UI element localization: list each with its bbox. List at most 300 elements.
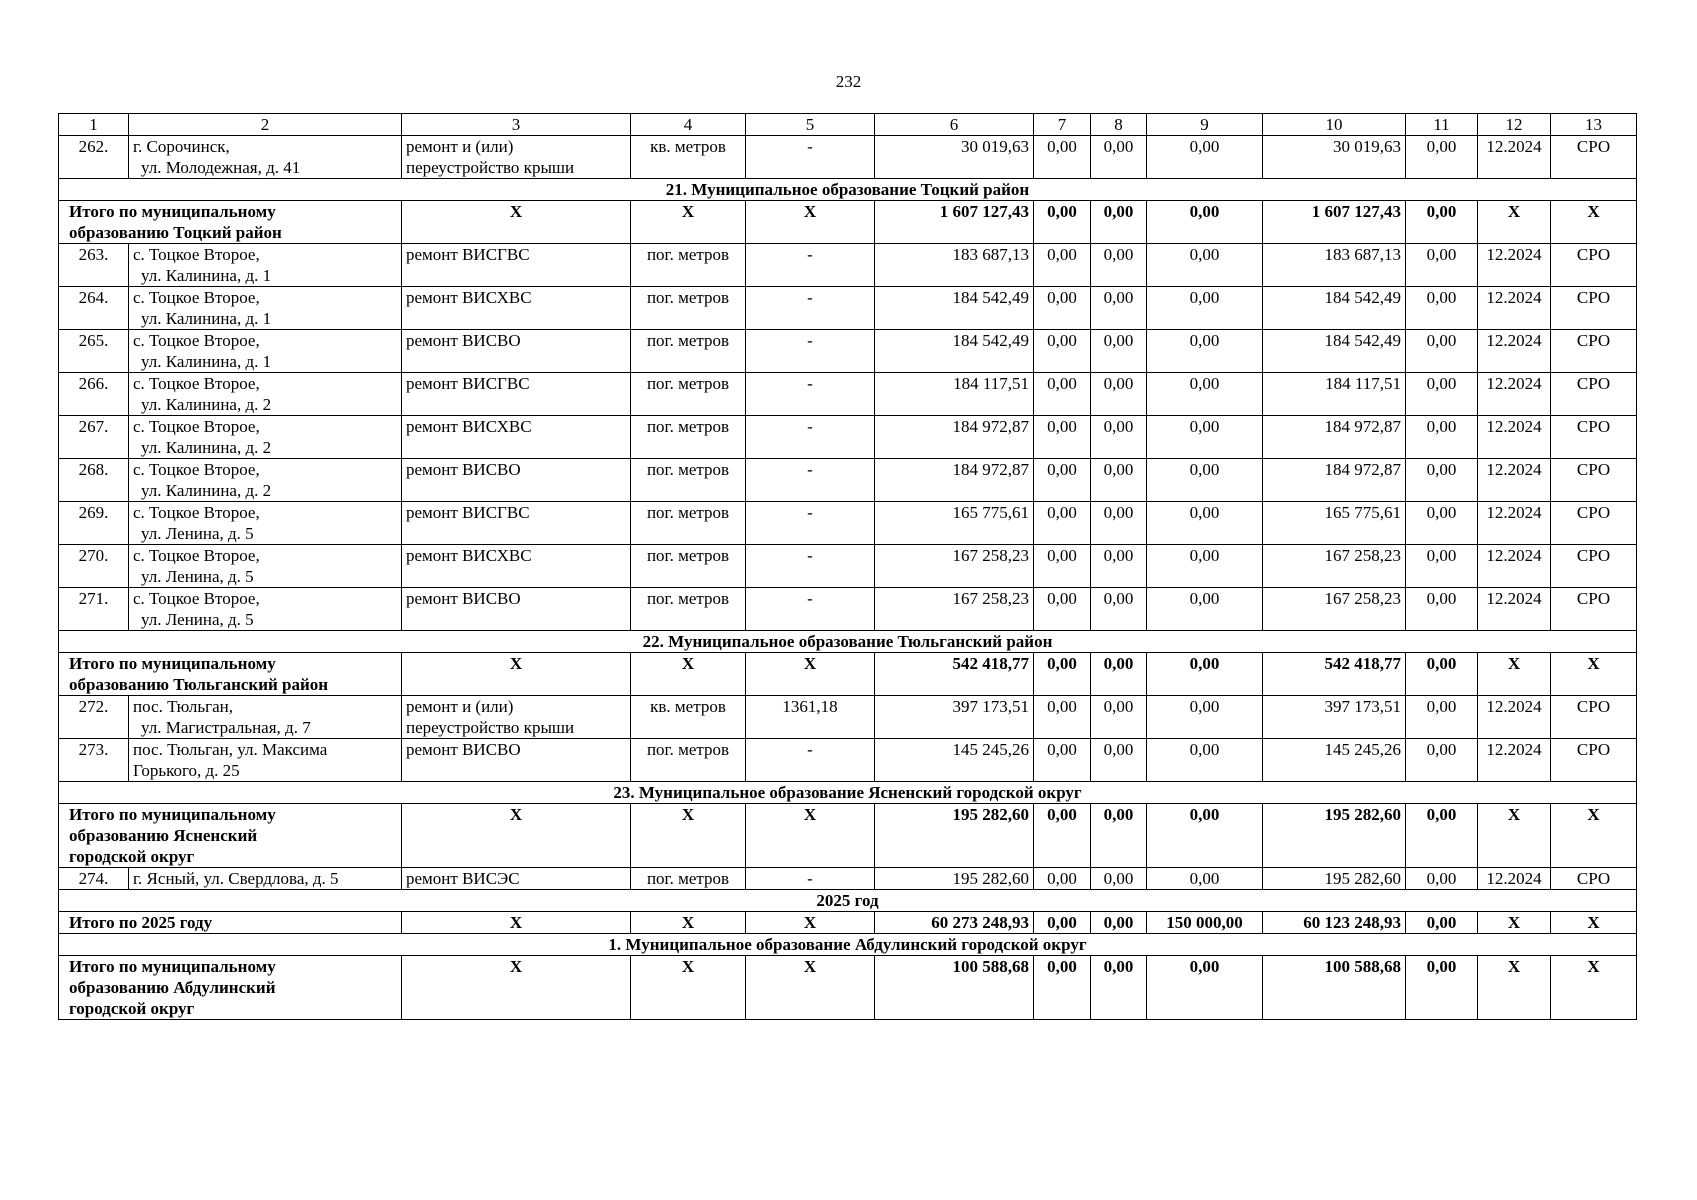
cell-line: Горького, д. 25 (133, 761, 240, 780)
cell-line: Итого по муниципальному (69, 957, 276, 976)
cell-c9: 0,00 (1147, 868, 1263, 890)
cell-line: ул. Калинина, д. 2 (141, 438, 272, 457)
cell-c7: 0,00 (1034, 136, 1091, 179)
cell-c13: СРО (1551, 545, 1637, 588)
row-number: 271. (59, 588, 129, 631)
total-cell-c5: Х (746, 956, 875, 1020)
unit-cell: пог. метров (631, 330, 746, 373)
cell-c13: СРО (1551, 868, 1637, 890)
cell-c7: 0,00 (1034, 287, 1091, 330)
total-cell-c13: Х (1551, 804, 1637, 868)
work-type-cell (402, 287, 631, 330)
section-header-row (59, 631, 1637, 653)
cell-line: ремонт ВИСГВС (406, 374, 530, 393)
cell-line: ремонт ВИСХВС (406, 417, 532, 436)
work-type-cell (402, 459, 631, 502)
cell-line: с. Тоцкое Второе, (133, 589, 260, 608)
total-cell-c3: Х (402, 201, 631, 244)
unit-cell: пог. метров (631, 416, 746, 459)
section-title: 21. Муниципальное образование Тоцкий район (59, 179, 1637, 201)
cell-c11: 0,00 (1406, 373, 1478, 416)
cell-line: с. Тоцкое Второе, (133, 417, 260, 436)
section-header-row (59, 890, 1637, 912)
total-cell-c3: Х (402, 912, 631, 934)
unit-cell: пог. метров (631, 739, 746, 782)
section-header-row (59, 934, 1637, 956)
cell-c12: 12.2024 (1478, 696, 1551, 739)
cell-line: ул. Калинина, д. 2 (141, 395, 272, 414)
cell-line: с. Тоцкое Второе, (133, 546, 260, 565)
total-cell-c11: 0,00 (1406, 956, 1478, 1020)
quantity-cell: - (746, 136, 875, 179)
cell-c8: 0,00 (1091, 459, 1147, 502)
cell-c11: 0,00 (1406, 588, 1478, 631)
unit-cell: пог. метров (631, 588, 746, 631)
column-header: 2 (129, 114, 402, 136)
cell-line: пос. Тюльган, (133, 697, 233, 716)
section-title: 1. Муниципальное образование Абдулинский городской округ (59, 934, 1637, 956)
work-type-cell (402, 244, 631, 287)
cell-c7: 0,00 (1034, 244, 1091, 287)
cell-line: ул. Калинина, д. 2 (141, 481, 272, 500)
total-label (59, 201, 402, 244)
cell-line: ул. Ленина, д. 5 (141, 524, 254, 543)
total-cell-c10: 195 282,60 (1263, 804, 1406, 868)
total-cell-c9: 0,00 (1147, 956, 1263, 1020)
address-cell (129, 588, 402, 631)
cell-line: ул. Калинина, д. 1 (141, 266, 272, 285)
address-cell (129, 739, 402, 782)
column-header-row (59, 114, 1637, 136)
quantity-cell: - (746, 588, 875, 631)
total-cell-c12: Х (1478, 804, 1551, 868)
unit-cell: пог. метров (631, 868, 746, 890)
total-cell-c13: Х (1551, 912, 1637, 934)
cell-line: образованию Абдулинский (69, 978, 276, 997)
table-row (59, 373, 1637, 416)
column-header: 10 (1263, 114, 1406, 136)
cell-line: ул. Магистральная, д. 7 (141, 718, 311, 737)
cell-line: переустройство крыши (406, 718, 575, 737)
cell-c8: 0,00 (1091, 416, 1147, 459)
row-number: 266. (59, 373, 129, 416)
total-cell-c12: Х (1478, 912, 1551, 934)
address-cell (129, 136, 402, 179)
cell-c13: СРО (1551, 373, 1637, 416)
work-type-cell (402, 545, 631, 588)
total-cell-c5: Х (746, 201, 875, 244)
cell-c6: 184 542,49 (875, 287, 1034, 330)
cell-c13: СРО (1551, 244, 1637, 287)
section-header-row (59, 782, 1637, 804)
cell-c12: 12.2024 (1478, 373, 1551, 416)
total-cell-c9: 0,00 (1147, 653, 1263, 696)
total-label (59, 653, 402, 696)
total-cell-c10: 1 607 127,43 (1263, 201, 1406, 244)
total-cell-c7: 0,00 (1034, 956, 1091, 1020)
cell-c8: 0,00 (1091, 287, 1147, 330)
work-type-cell (402, 739, 631, 782)
total-cell-c13: Х (1551, 653, 1637, 696)
column-header: 11 (1406, 114, 1478, 136)
cell-c6: 195 282,60 (875, 868, 1034, 890)
cell-line: ремонт ВИСВО (406, 740, 521, 759)
row-number: 267. (59, 416, 129, 459)
total-row (59, 653, 1637, 696)
cell-c13: СРО (1551, 588, 1637, 631)
total-label (59, 912, 402, 934)
column-header: 4 (631, 114, 746, 136)
cell-c12: 12.2024 (1478, 588, 1551, 631)
cell-c8: 0,00 (1091, 330, 1147, 373)
cell-c7: 0,00 (1034, 588, 1091, 631)
total-cell-c5: Х (746, 912, 875, 934)
cell-line: переустройство крыши (406, 158, 575, 177)
total-cell-c8: 0,00 (1091, 956, 1147, 1020)
total-cell-c10: 542 418,77 (1263, 653, 1406, 696)
column-header: 8 (1091, 114, 1147, 136)
quantity-cell: - (746, 373, 875, 416)
cell-c11: 0,00 (1406, 545, 1478, 588)
quantity-cell: - (746, 287, 875, 330)
cell-c12: 12.2024 (1478, 244, 1551, 287)
cell-line: Итого по 2025 году (69, 913, 213, 932)
cell-c10: 167 258,23 (1263, 545, 1406, 588)
cell-c9: 0,00 (1147, 588, 1263, 631)
cell-line: образованию Ясненский (69, 826, 258, 845)
cell-line: ремонт ВИСГВС (406, 503, 530, 522)
quantity-cell: - (746, 330, 875, 373)
total-cell-c10: 100 588,68 (1263, 956, 1406, 1020)
cell-line: Итого по муниципальному (69, 202, 276, 221)
row-number: 270. (59, 545, 129, 588)
column-header: 3 (402, 114, 631, 136)
cell-c7: 0,00 (1034, 502, 1091, 545)
cell-line: ремонт ВИСГВС (406, 245, 530, 264)
section-title: 2025 год (59, 890, 1637, 912)
cell-c9: 0,00 (1147, 244, 1263, 287)
cell-line: с. Тоцкое Второе, (133, 288, 260, 307)
cell-c6: 167 258,23 (875, 588, 1034, 631)
cell-c13: СРО (1551, 696, 1637, 739)
total-cell-c6: 542 418,77 (875, 653, 1034, 696)
cell-c11: 0,00 (1406, 136, 1478, 179)
total-cell-c8: 0,00 (1091, 912, 1147, 934)
work-type-cell (402, 330, 631, 373)
cell-c9: 0,00 (1147, 739, 1263, 782)
cell-line: образованию Тюльганский район (69, 675, 329, 694)
cell-line: городской округ (69, 999, 195, 1018)
table-row (59, 330, 1637, 373)
total-cell-c3: Х (402, 956, 631, 1020)
cell-c13: СРО (1551, 502, 1637, 545)
row-number: 264. (59, 287, 129, 330)
table-row (59, 136, 1637, 179)
total-cell-c5: Х (746, 653, 875, 696)
total-cell-c11: 0,00 (1406, 201, 1478, 244)
column-header: 13 (1551, 114, 1637, 136)
total-cell-c4: Х (631, 912, 746, 934)
unit-cell: кв. метров (631, 696, 746, 739)
cell-line: ул. Ленина, д. 5 (141, 610, 254, 629)
total-cell-c3: Х (402, 804, 631, 868)
total-row (59, 804, 1637, 868)
address-cell (129, 868, 402, 890)
column-header: 6 (875, 114, 1034, 136)
address-cell (129, 416, 402, 459)
cell-c10: 184 117,51 (1263, 373, 1406, 416)
table-row (59, 545, 1637, 588)
cell-c12: 12.2024 (1478, 287, 1551, 330)
cell-line: ремонт ВИСЭС (406, 869, 520, 888)
table-row (59, 502, 1637, 545)
cell-c10: 165 775,61 (1263, 502, 1406, 545)
address-cell (129, 459, 402, 502)
total-cell-c12: Х (1478, 201, 1551, 244)
total-cell-c6: 1 607 127,43 (875, 201, 1034, 244)
cell-c10: 397 173,51 (1263, 696, 1406, 739)
quantity-cell: - (746, 739, 875, 782)
cell-c8: 0,00 (1091, 373, 1147, 416)
work-type-cell (402, 416, 631, 459)
cell-c11: 0,00 (1406, 459, 1478, 502)
section-title: 22. Муниципальное образование Тюльганский район (59, 631, 1637, 653)
total-cell-c6: 60 273 248,93 (875, 912, 1034, 934)
cell-c10: 183 687,13 (1263, 244, 1406, 287)
repair-program-table (58, 113, 1637, 1020)
cell-line: г. Сорочинск, (133, 137, 230, 156)
cell-c9: 0,00 (1147, 287, 1263, 330)
cell-c6: 397 173,51 (875, 696, 1034, 739)
row-number: 274. (59, 868, 129, 890)
cell-c10: 184 972,87 (1263, 416, 1406, 459)
cell-c12: 12.2024 (1478, 868, 1551, 890)
quantity-cell: 1361,18 (746, 696, 875, 739)
total-row (59, 956, 1637, 1020)
cell-c10: 184 542,49 (1263, 287, 1406, 330)
unit-cell: пог. метров (631, 287, 746, 330)
cell-c10: 195 282,60 (1263, 868, 1406, 890)
cell-c8: 0,00 (1091, 739, 1147, 782)
cell-line: Итого по муниципальному (69, 654, 276, 673)
cell-c6: 165 775,61 (875, 502, 1034, 545)
total-label (59, 804, 402, 868)
cell-line: ремонт ВИСХВС (406, 546, 532, 565)
total-cell-c8: 0,00 (1091, 653, 1147, 696)
work-type-cell (402, 696, 631, 739)
row-number: 272. (59, 696, 129, 739)
cell-c12: 12.2024 (1478, 459, 1551, 502)
cell-c13: СРО (1551, 459, 1637, 502)
cell-c8: 0,00 (1091, 696, 1147, 739)
total-cell-c13: Х (1551, 201, 1637, 244)
row-number: 263. (59, 244, 129, 287)
total-cell-c5: Х (746, 804, 875, 868)
cell-c9: 0,00 (1147, 416, 1263, 459)
quantity-cell: - (746, 545, 875, 588)
address-cell (129, 287, 402, 330)
section-title: 23. Муниципальное образование Ясненский городской округ (59, 782, 1637, 804)
unit-cell: пог. метров (631, 502, 746, 545)
total-cell-c9: 150 000,00 (1147, 912, 1263, 934)
total-cell-c8: 0,00 (1091, 201, 1147, 244)
total-row (59, 201, 1637, 244)
total-cell-c7: 0,00 (1034, 912, 1091, 934)
cell-c12: 12.2024 (1478, 416, 1551, 459)
cell-c11: 0,00 (1406, 416, 1478, 459)
cell-c7: 0,00 (1034, 739, 1091, 782)
cell-c12: 12.2024 (1478, 136, 1551, 179)
cell-c10: 167 258,23 (1263, 588, 1406, 631)
cell-line: г. Ясный, ул. Свердлова, д. 5 (133, 869, 339, 888)
unit-cell: пог. метров (631, 545, 746, 588)
total-cell-c13: Х (1551, 956, 1637, 1020)
cell-line: с. Тоцкое Второе, (133, 503, 260, 522)
column-header: 12 (1478, 114, 1551, 136)
cell-c11: 0,00 (1406, 287, 1478, 330)
address-cell (129, 696, 402, 739)
quantity-cell: - (746, 502, 875, 545)
cell-c12: 12.2024 (1478, 502, 1551, 545)
cell-c10: 184 972,87 (1263, 459, 1406, 502)
cell-line: с. Тоцкое Второе, (133, 245, 260, 264)
quantity-cell: - (746, 459, 875, 502)
quantity-cell: - (746, 868, 875, 890)
cell-line: ул. Калинина, д. 1 (141, 352, 272, 371)
cell-c9: 0,00 (1147, 330, 1263, 373)
total-cell-c12: Х (1478, 956, 1551, 1020)
cell-c8: 0,00 (1091, 136, 1147, 179)
row-number: 265. (59, 330, 129, 373)
total-cell-c9: 0,00 (1147, 201, 1263, 244)
work-type-cell (402, 868, 631, 890)
cell-c11: 0,00 (1406, 330, 1478, 373)
cell-c9: 0,00 (1147, 459, 1263, 502)
cell-c9: 0,00 (1147, 545, 1263, 588)
table-row (59, 588, 1637, 631)
column-header: 5 (746, 114, 875, 136)
cell-line: ремонт и (или) (406, 697, 514, 716)
cell-c6: 184 972,87 (875, 459, 1034, 502)
cell-c10: 145 245,26 (1263, 739, 1406, 782)
quantity-cell: - (746, 244, 875, 287)
row-number: 269. (59, 502, 129, 545)
column-header: 9 (1147, 114, 1263, 136)
cell-line: ремонт ВИСВО (406, 589, 521, 608)
cell-line: с. Тоцкое Второе, (133, 460, 260, 479)
unit-cell: пог. метров (631, 373, 746, 416)
cell-c7: 0,00 (1034, 330, 1091, 373)
cell-c11: 0,00 (1406, 696, 1478, 739)
cell-c6: 167 258,23 (875, 545, 1034, 588)
cell-line: ремонт ВИСХВС (406, 288, 532, 307)
cell-c8: 0,00 (1091, 244, 1147, 287)
cell-c7: 0,00 (1034, 459, 1091, 502)
page-number: 232 (835, 72, 862, 91)
cell-c9: 0,00 (1147, 136, 1263, 179)
cell-line: ул. Молодежная, д. 41 (141, 158, 301, 177)
address-cell (129, 244, 402, 287)
total-cell-c4: Х (631, 653, 746, 696)
cell-c7: 0,00 (1034, 373, 1091, 416)
total-cell-c11: 0,00 (1406, 653, 1478, 696)
cell-c8: 0,00 (1091, 868, 1147, 890)
total-cell-c10: 60 123 248,93 (1263, 912, 1406, 934)
address-cell (129, 545, 402, 588)
total-cell-c6: 195 282,60 (875, 804, 1034, 868)
cell-line: пос. Тюльган, ул. Максима (133, 740, 328, 759)
cell-c10: 184 542,49 (1263, 330, 1406, 373)
table-row (59, 244, 1637, 287)
total-label (59, 956, 402, 1020)
total-cell-c8: 0,00 (1091, 804, 1147, 868)
cell-line: ул. Ленина, д. 5 (141, 567, 254, 586)
total-cell-c6: 100 588,68 (875, 956, 1034, 1020)
total-cell-c7: 0,00 (1034, 653, 1091, 696)
cell-line: с. Тоцкое Второе, (133, 331, 260, 350)
total-cell-c4: Х (631, 201, 746, 244)
cell-c7: 0,00 (1034, 868, 1091, 890)
cell-c7: 0,00 (1034, 545, 1091, 588)
table-row (59, 868, 1637, 890)
cell-c11: 0,00 (1406, 502, 1478, 545)
cell-c13: СРО (1551, 330, 1637, 373)
cell-c8: 0,00 (1091, 588, 1147, 631)
section-header-row (59, 179, 1637, 201)
cell-c7: 0,00 (1034, 416, 1091, 459)
cell-c9: 0,00 (1147, 696, 1263, 739)
unit-cell: пог. метров (631, 244, 746, 287)
table-row (59, 287, 1637, 330)
cell-line: ремонт и (или) (406, 137, 514, 156)
cell-line: Итого по муниципальному (69, 805, 276, 824)
cell-line: ремонт ВИСВО (406, 460, 521, 479)
address-cell (129, 502, 402, 545)
cell-c13: СРО (1551, 287, 1637, 330)
cell-line: ремонт ВИСВО (406, 331, 521, 350)
cell-c13: СРО (1551, 739, 1637, 782)
cell-c11: 0,00 (1406, 244, 1478, 287)
unit-cell: кв. метров (631, 136, 746, 179)
total-cell-c7: 0,00 (1034, 201, 1091, 244)
table-row (59, 416, 1637, 459)
total-cell-c4: Х (631, 804, 746, 868)
cell-c12: 12.2024 (1478, 545, 1551, 588)
cell-c6: 145 245,26 (875, 739, 1034, 782)
cell-line: ул. Калинина, д. 1 (141, 309, 272, 328)
total-row (59, 912, 1637, 934)
work-type-cell (402, 588, 631, 631)
column-header: 1 (59, 114, 129, 136)
cell-c11: 0,00 (1406, 739, 1478, 782)
quantity-cell: - (746, 416, 875, 459)
total-cell-c11: 0,00 (1406, 912, 1478, 934)
row-number: 262. (59, 136, 129, 179)
total-cell-c7: 0,00 (1034, 804, 1091, 868)
table-row (59, 696, 1637, 739)
row-number: 268. (59, 459, 129, 502)
cell-c6: 184 117,51 (875, 373, 1034, 416)
cell-c9: 0,00 (1147, 502, 1263, 545)
cell-line: образованию Тоцкий район (69, 223, 282, 242)
cell-c6: 30 019,63 (875, 136, 1034, 179)
cell-c12: 12.2024 (1478, 330, 1551, 373)
work-type-cell (402, 136, 631, 179)
total-cell-c9: 0,00 (1147, 804, 1263, 868)
cell-c9: 0,00 (1147, 373, 1263, 416)
total-cell-c11: 0,00 (1406, 804, 1478, 868)
column-header: 7 (1034, 114, 1091, 136)
